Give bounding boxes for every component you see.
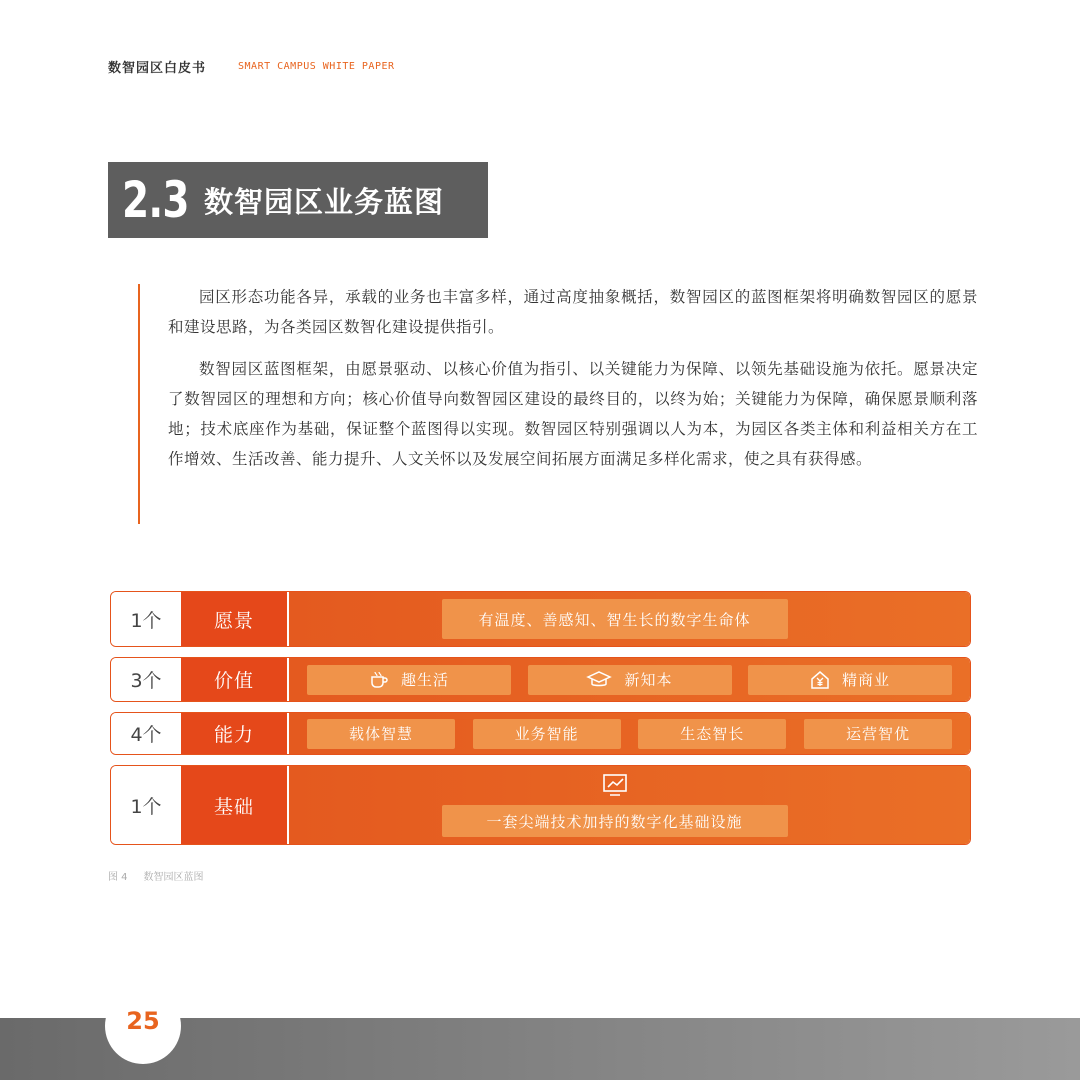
vision-chip: 有温度、善感知、智生长的数字生命体: [442, 599, 788, 639]
foundation-chip: 一套尖端技术加持的数字化基础设施: [442, 805, 788, 837]
vision-content: [287, 592, 970, 646]
yen-shop-icon: [810, 670, 830, 690]
vision-count: 1个: [111, 592, 181, 646]
foundation-label: 基础: [181, 766, 287, 844]
values-row: [110, 657, 971, 702]
header-title-en: SMART CAMPUS WHITE PAPER: [238, 61, 395, 72]
value-chip: [528, 665, 732, 695]
page-number-badge: [105, 988, 181, 1064]
foundation-count: 1个: [111, 766, 181, 844]
paragraph: 园区形态功能各异，承载的业务也丰富多样，通过高度抽象概括，数智园区的蓝图框架将明确数智园区的愿景和建设思路，为各类园区数智化建设提供指引。: [168, 288, 978, 336]
section-heading: [108, 162, 488, 238]
values-label: 价值: [181, 658, 287, 701]
capability-chip: 运营智优: [804, 719, 952, 749]
capabilities-count: 4个: [111, 713, 181, 754]
vision-row: [110, 591, 971, 647]
capability-chip: 业务智能: [473, 719, 621, 749]
capabilities-content: [287, 713, 970, 754]
values-content: [287, 658, 970, 701]
capabilities-row: [110, 712, 971, 755]
page-number: 25: [126, 1007, 160, 1035]
figure-caption: [108, 868, 204, 883]
accent-bar: [138, 284, 140, 524]
value-chip-label: 新知本: [624, 671, 673, 689]
section-title: 数智园区业务蓝图: [204, 184, 445, 219]
foundation-row: [110, 765, 971, 845]
capability-chip: 载体智慧: [307, 719, 455, 749]
running-header: [108, 57, 395, 76]
trend-chart-icon: [602, 773, 628, 797]
header-title-cn: 数智园区白皮书: [108, 61, 207, 76]
figure-title: 数智园区蓝图: [143, 872, 204, 883]
value-chip: [748, 665, 952, 695]
blueprint-diagram: [110, 591, 971, 855]
capability-chip: 生态智长: [638, 719, 786, 749]
value-chip: [307, 665, 511, 695]
value-chip-label: 精商业: [841, 671, 890, 689]
figure-number: 图 4: [108, 872, 128, 883]
graduation-cap-icon: [586, 670, 612, 690]
coffee-cup-icon: [369, 670, 389, 690]
vision-label: 愿景: [181, 592, 287, 646]
section-number: 2.3: [122, 171, 189, 229]
foundation-content: [287, 766, 970, 844]
value-chip-label: 趣生活: [400, 671, 449, 689]
paragraph: 数智园区蓝图框架，由愿景驱动、以核心价值为指引、以关键能力为保障、以领先基础设施为依托。愿景决定了数智园区的理想和方向；核心价值导向数智园区建设的最终目的，以终为始；关键能力为保障，确保愿景顺利落地；技术底座作为基础，保证整个蓝图得以实现。数智园区特别强调以人为本，为园区各类主体和利益相关方在工作增效、生活改善、能力提升、人文关怀以及发展空间拓展方面满足多样化需求，使之具有获得感。: [168, 360, 978, 468]
capabilities-label: 能力: [181, 713, 287, 754]
body-text: [138, 282, 978, 486]
values-count: 3个: [111, 658, 181, 701]
